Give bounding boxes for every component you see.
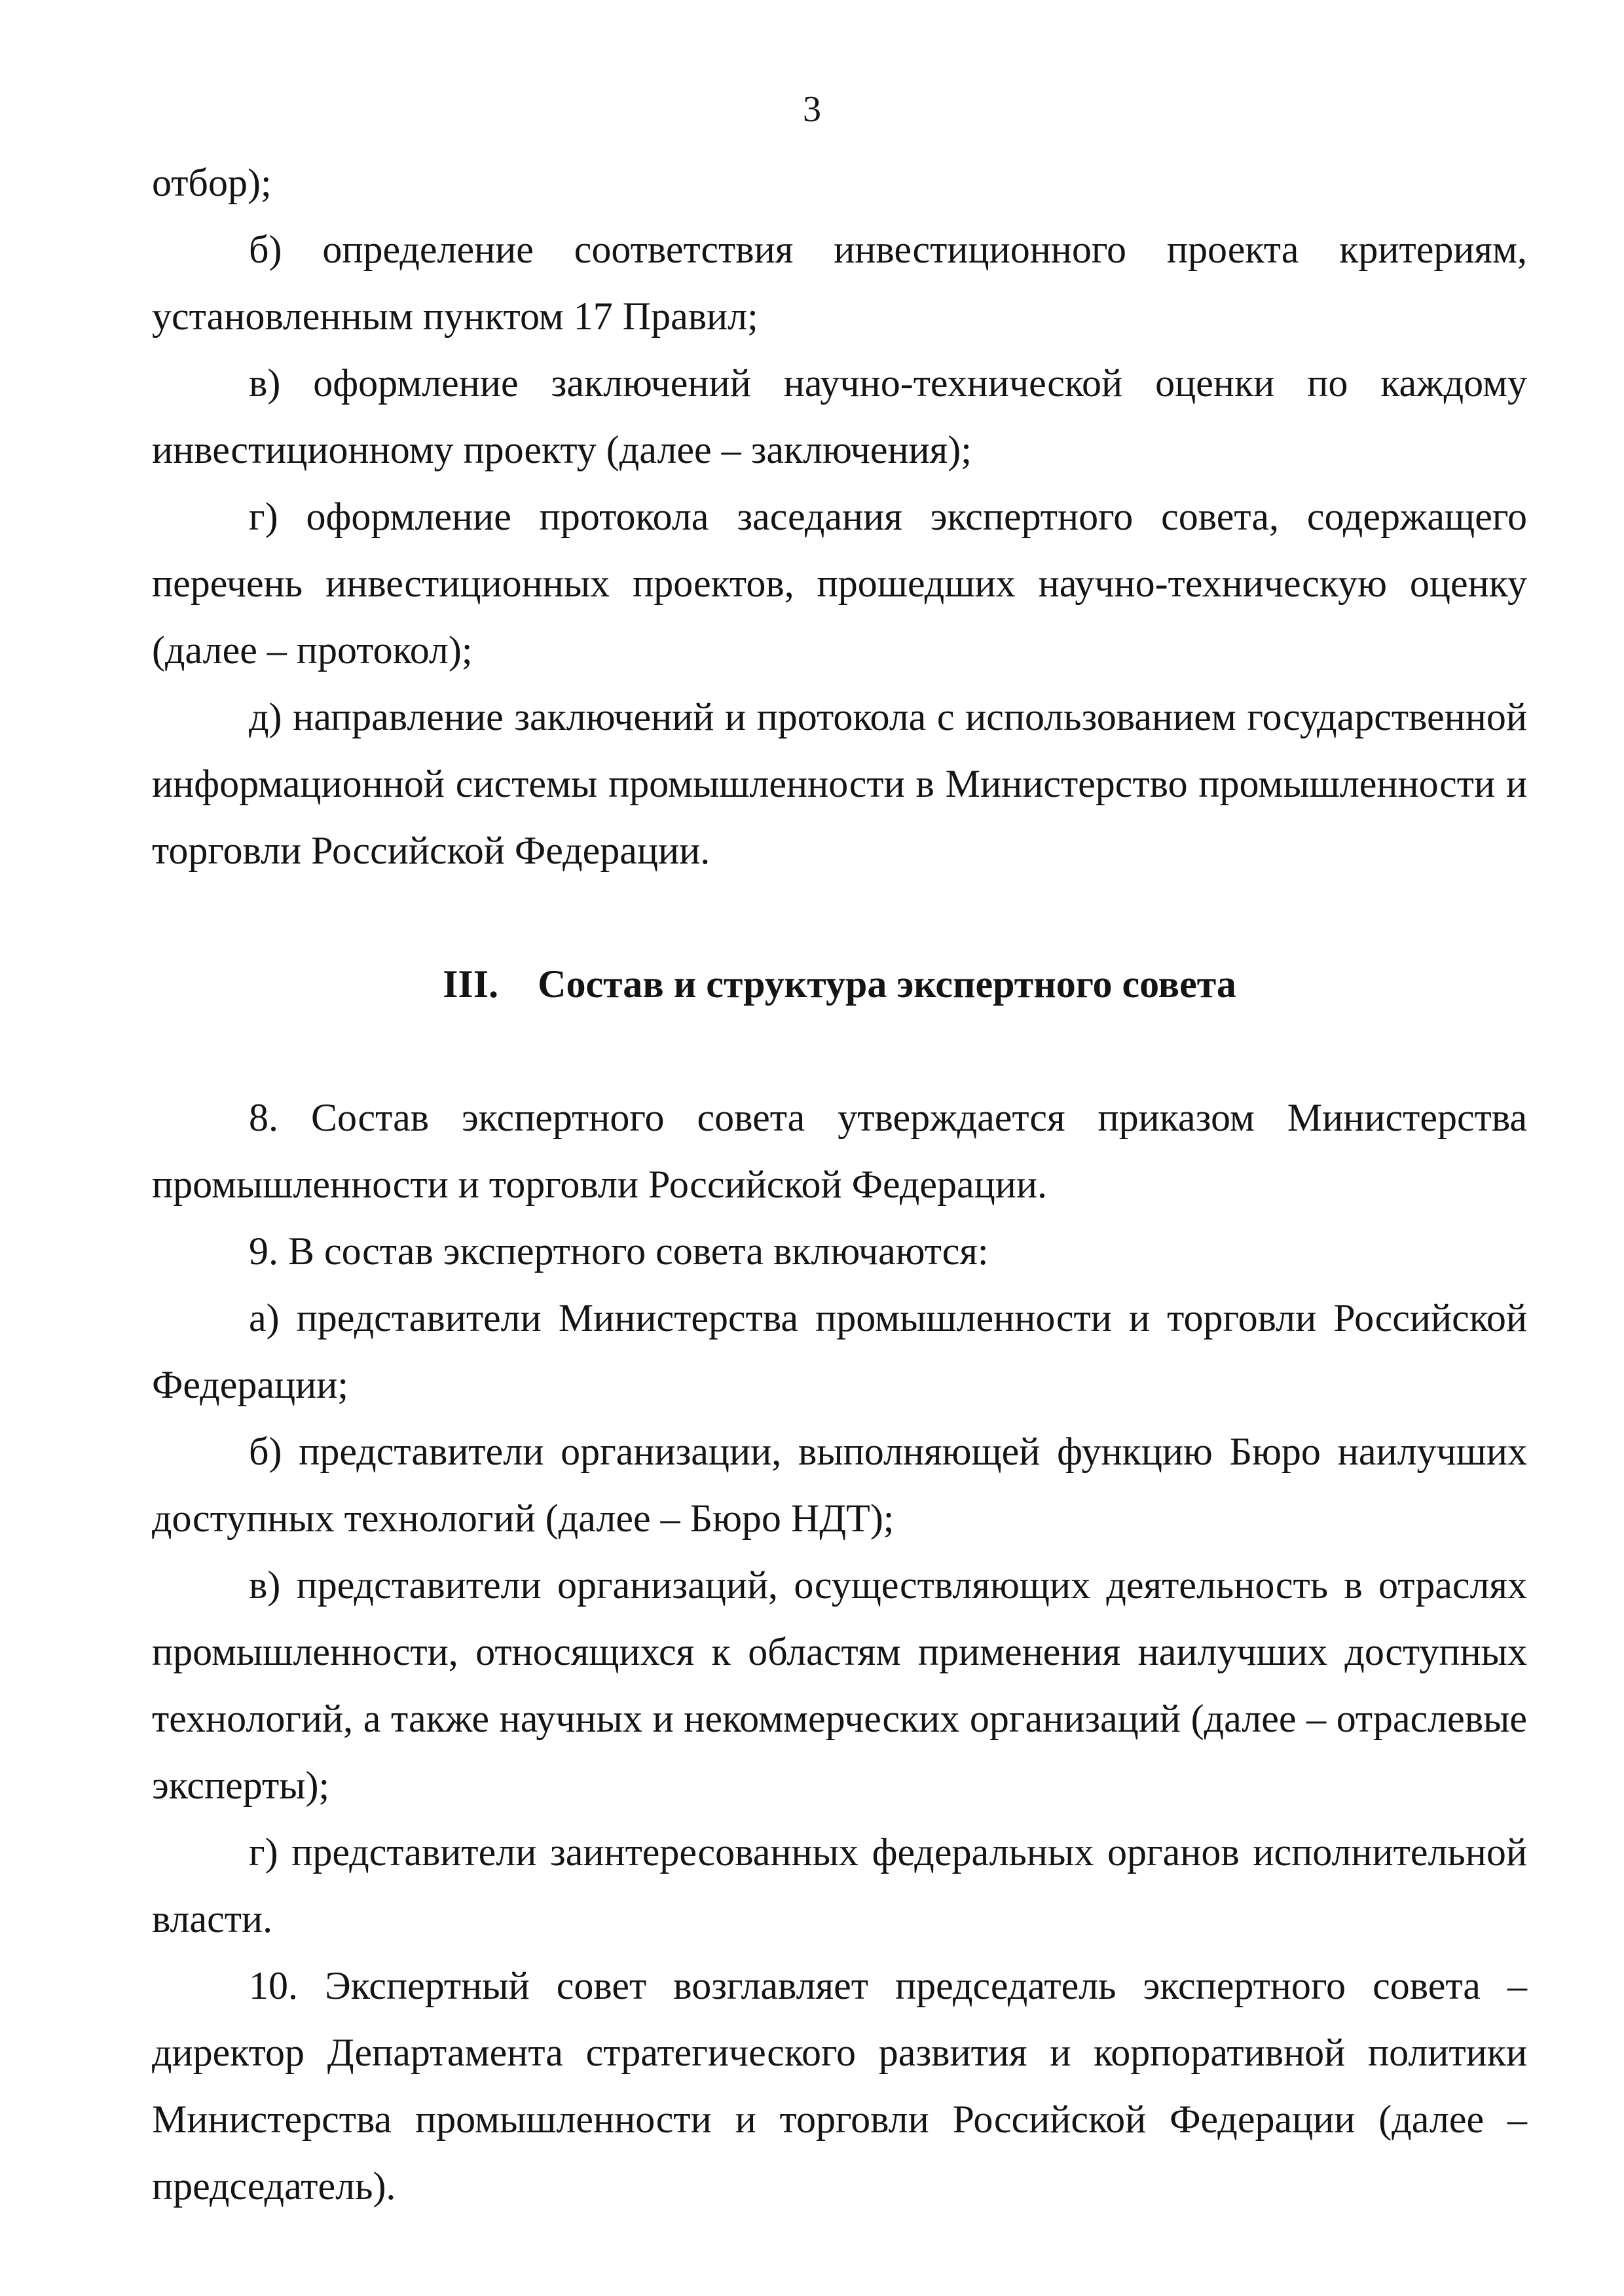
clause-9-item-a: а) представители Министерства промышленности и торговли Российской Федерации; bbox=[152, 1296, 1527, 1406]
clause-8: 8. Состав экспертного совета утверждается приказом Министерства промышленности и торговли Российской Федерации. bbox=[152, 1096, 1527, 1206]
paragraph-continuation: отбор); bbox=[152, 161, 272, 204]
clause-9: 9. В состав экспертного совета включаются: bbox=[249, 1230, 989, 1273]
section-number: III. bbox=[443, 962, 499, 1006]
clause-9-item-v: в) представители организаций, осуществляющих деятельность в отраслях промышленности, относящихся к областям применения наилучших доступных технологий, а также научных и некоммерческих организаций (далее – отраслевые эксперты); bbox=[152, 1563, 1527, 1807]
document-body bbox=[152, 149, 1527, 2219]
section-title: Состав и структура экспертного совета bbox=[538, 962, 1236, 1006]
list-item-v: в) оформление заключений научно-технической оценки по каждому инвестиционному проекту (далее – заключения); bbox=[152, 361, 1527, 471]
clause-10: 10. Экспертный совет возглавляет председатель экспертного совета – директор Департамента стратегического развития и корпоративной политики Министерства промышленности и торговли Российской Федерации (далее – председатель). bbox=[152, 1964, 1527, 2208]
section-heading bbox=[152, 951, 1527, 1017]
list-item-d: д) направление заключений и протокола с использованием государственной информационной системы промышленности в Министерство промышленности и торговли Российской Федерации. bbox=[152, 695, 1527, 872]
page-number: 3 bbox=[803, 89, 821, 130]
clause-9-item-g: г) представители заинтересованных федеральных органов исполнительной власти. bbox=[152, 1831, 1527, 1941]
list-item-g: г) оформление протокола заседания экспертного совета, содержащего перечень инвестиционных проектов, прошедших научно-техническую оценку (далее – протокол); bbox=[152, 495, 1527, 672]
clause-9-item-b: б) представители организации, выполняющей функцию Бюро наилучших доступных технологий (далее – Бюро НДТ); bbox=[152, 1430, 1527, 1540]
list-item-b: б) определение соответствия инвестиционного проекта критериям, установленным пунктом 17 Правил; bbox=[152, 228, 1527, 338]
